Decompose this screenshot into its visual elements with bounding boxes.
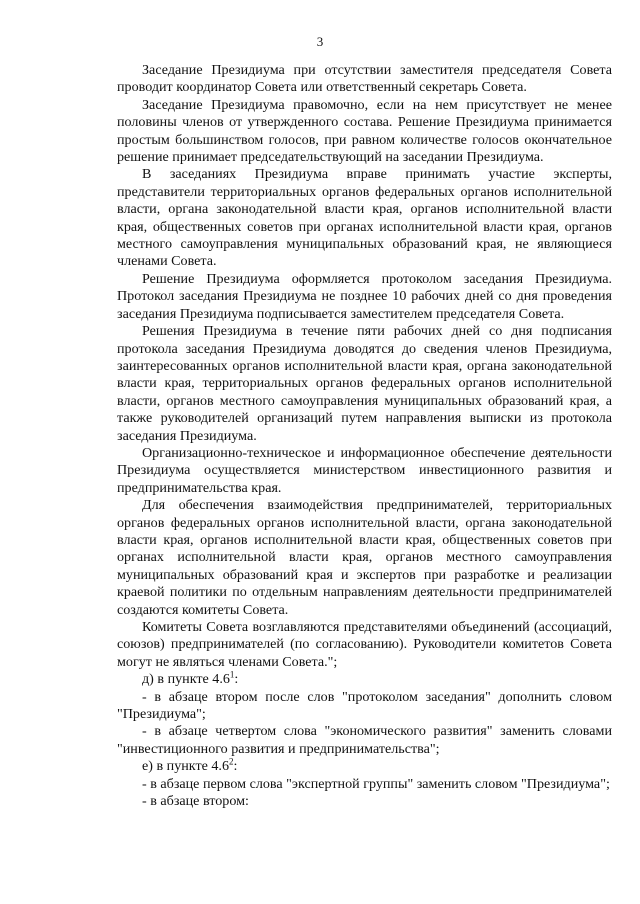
paragraph: Решение Президиума оформляется протоколом заседания Президиума. Протокол заседания Президиума не позднее 10 рабочих дней со дня проведения заседания Президиума подписывается заместителем председателя Совета. <box>117 270 612 322</box>
amendment-line: - в абзаце первом слова "экспертной группы" заменить словом "Президиума"; <box>142 775 610 792</box>
amendment-item-e <box>117 758 612 775</box>
page-number: 3 <box>316 34 324 49</box>
amendment-line: - в абзаце втором: <box>142 793 249 810</box>
paragraph: Решения Президиума в течение пяти рабочих дней со дня подписания протокола заседания Президиума доводятся до сведения членов Президиума, заинтересованных органов исполнительной власти края, органа законодательной власти края, территориальных органов федеральных органов исполнительной власти, органов местного самоуправления муниципальных образований края, а также руководителей организаций путем направления выписки из протокола заседания Президиума. <box>117 323 612 444</box>
paragraph: Заседание Президиума при отсутствии заместителя председателя Совета проводит координатор Совета или ответственный секретарь Совета. <box>117 62 612 96</box>
amendment-line: - в абзаце втором после слов "протоколом заседания" дополнить словом "Президиума"; <box>117 688 612 723</box>
amendment-item-d <box>117 671 612 688</box>
paragraph: Организационно-техническое и информационное обеспечение деятельности Президиума осуществляется министерством инвестиционного развития и предпринимательства края. <box>117 444 612 496</box>
paragraph: Для обеспечения взаимодействия предпринимателей, территориальных органов федеральных органов исполнительной власти, органа законодательной власти края, органов исполнительной власти края, общественных советов при органах исполнительной власти края, органов местного самоуправления муниципальных образований края и экспертов при разработке и реализации краевой политики по отдельным направлениям деятельности предпринимателей создаются комитеты Совета. <box>117 497 612 618</box>
document-body <box>117 62 612 810</box>
item-d-superscript: 1 <box>229 669 235 680</box>
item-e-suffix: : <box>233 758 238 775</box>
item-e-superscript: 2 <box>229 756 234 767</box>
item-e-prefix: е) в пункте 4.6 <box>142 758 229 775</box>
paragraph: В заседаниях Президиума вправе принимать участие эксперты, представители территориальных органов федеральных органов исполнительной власти, органа законодательной власти края, органов исполнительной власти края, общественных советов при органах исполнительной власти края, органов местного самоуправления муниципальных образований края, не являющиеся членами Совета. <box>117 166 612 270</box>
item-d-suffix: : <box>234 671 239 688</box>
paragraph: Заседание Президиума правомочно, если на нем присутствует не менее половины членов от утвержденного состава. Решение Президиума принимается простым большинством голосов, при равном количестве голосов окончательное решение принимает председательствующий на заседании Президиума. <box>117 96 612 166</box>
amendment-line: - в абзаце четвертом слова "экономического развития" заменить словами "инвестиционного развития и предпринимательства"; <box>117 723 612 757</box>
paragraph: Комитеты Совета возглавляются представителями объединений (ассоциаций, союзов) предпринимателей (по согласованию). Руководители комитетов Совета могут не являться членами Совета."; <box>117 619 612 670</box>
item-d-prefix: д) в пункте 4.6 <box>142 671 230 688</box>
